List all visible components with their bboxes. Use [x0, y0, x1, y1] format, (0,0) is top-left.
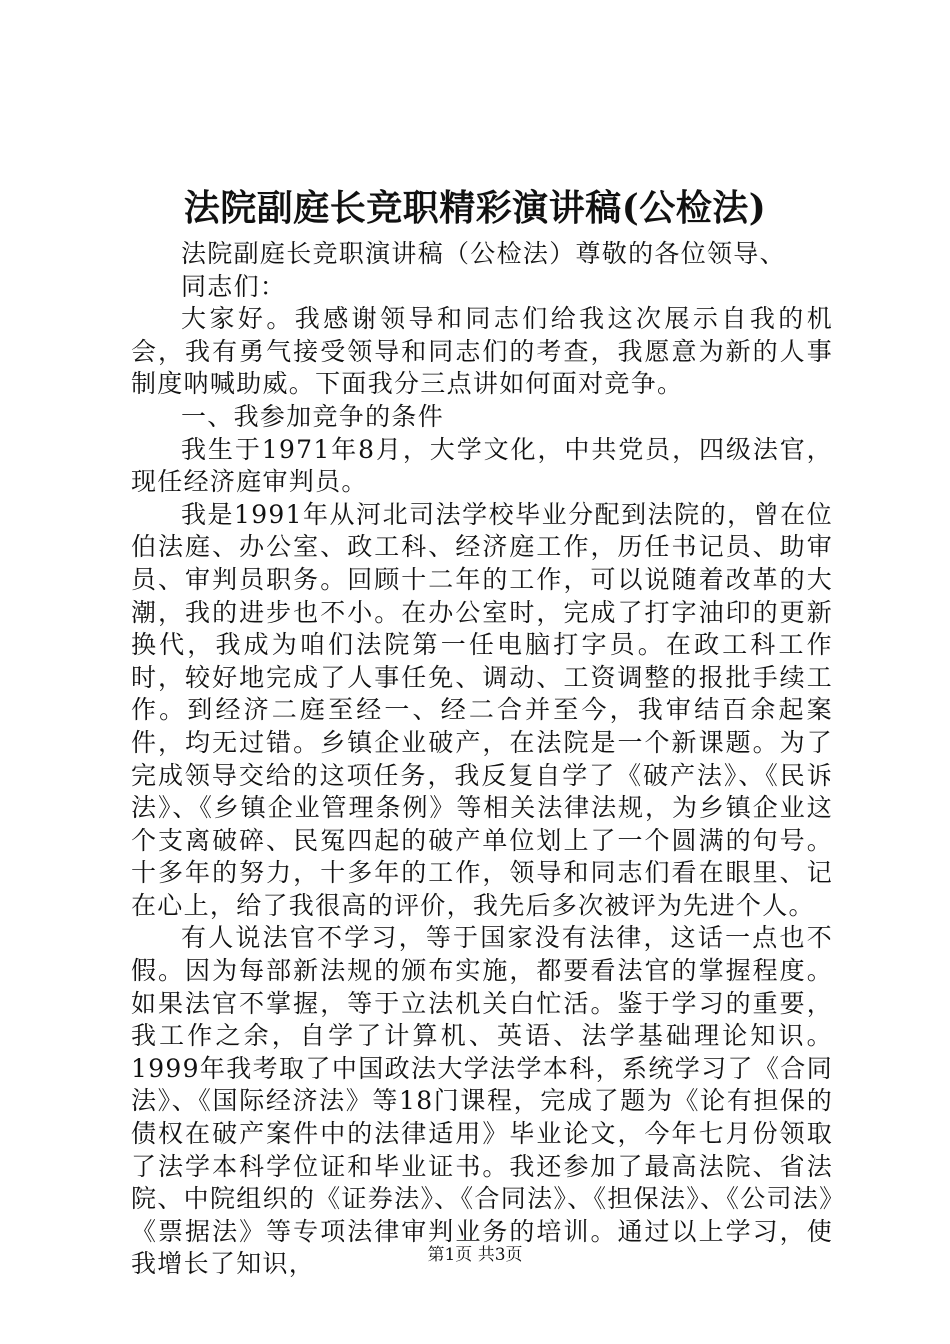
document-title: 法院副庭长竞职精彩演讲稿(公检法): [183, 187, 767, 229]
paragraph: 大家好。我感谢领导和同志们给我这次展示自我的机会，我有勇气接受领导和同志们的考查，我愿意为新的人事制度呐喊助威。下面我分三点讲如何面对竞争。: [131, 304, 833, 399]
paragraph: 同志们：: [181, 271, 287, 301]
paragraph: 有人说法官不学习，等于国家没有法律，这话一点也不假。因为每部新法规的颁布实施，都要看法官的掌握程度。如果法官不掌握，等于立法机关白忙活。鉴于学习的重要，我工作之余，自学了计算机、英语、法学基础理论知识。1999年我考取了中国政法大学法学本科，系统学习了《合同法》、《国际经济法》等18门课程，完成了题为《论有担保的债权在破产案件中的法律适用》毕业论文，今年七月份领取了法学本科学位证和毕业证书。我还参加了最高法院、省法院、中院组织的《证券法》、《合同法》、《担保法》、《公司法》《票据法》等专项法律审判业务的培训。通过以上学习，使我增长了知识，: [131, 923, 833, 1279]
page-footer: 第1页 共3页: [427, 1245, 523, 1265]
section-heading: 一、我参加竞争的条件: [181, 401, 445, 431]
paragraph: 我是1991年从河北司法学校毕业分配到法院的，曾在位伯法庭、办公室、政工科、经济庭工作，历任书记员、助审员、审判员职务。回顾十二年的工作，可以说随着改革的大潮，我的进步也不小。在办公室时，完成了打字油印的更新换代，我成为咱们法院第一任电脑打字员。在政工科工作时，较好地完成了人事任免、调动、工资调整的报批手续工作。到经济二庭至经一、经二合并至今，我审结百余起案件，均无过错。乡镇企业破产，在法院是一个新课题。为了完成领导交给的这项任务，我反复自学了《破产法》、《民诉法》、《乡镇企业管理条例》等相关法律法规，为乡镇企业这个支离破碎、民冤四起的破产单位划上了一个圆满的句号。十多年的努力，十多年的工作，领导和同志们看在眼里、记在心上，给了我很高的评价，我先后多次被评为先进个人。: [131, 499, 833, 920]
paragraph: 我生于1971年8月，大学文化，中共党员，四级法官，现任经济庭审判员。: [131, 434, 833, 497]
document-body: [131, 238, 833, 1281]
paragraph: 法院副庭长竞职演讲稿（公检法）尊敬的各位领导、: [181, 239, 786, 268]
